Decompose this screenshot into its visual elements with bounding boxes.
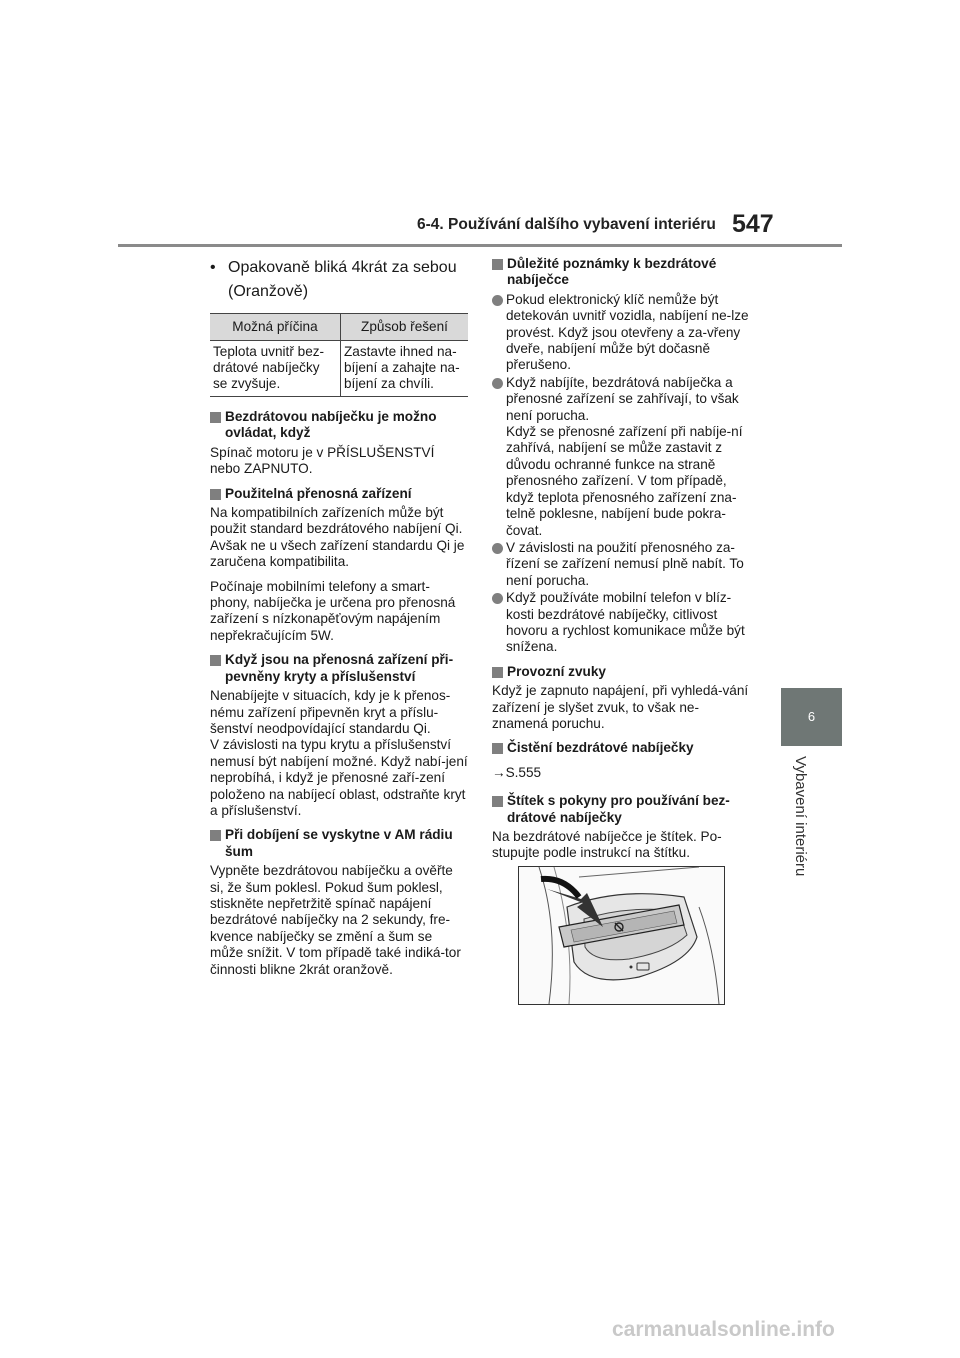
charger-drawing xyxy=(519,867,724,1004)
paragraph: Počínaje mobilními telefony a smart-phony, nabíječka je určena pro přenosná zařízení s nízkonapěťovým napájením nepřekračujícím 5W. xyxy=(210,578,456,643)
table-row xyxy=(210,341,468,397)
paragraph: Vypněte bezdrátovou nabíječku a ověřte si, že šum poklesl. Pokud šum poklesl, stiskněte nepřetržitě spínač napájení bezdrátové nabíječky na 2 sekundy, fre-kvence nabíječky se změní a šum se může snížit. V tom případě také indiká-tor činnosti blikne 2krát oranžově. xyxy=(210,863,461,977)
table-header-solution: Způsob řešení xyxy=(341,314,469,341)
cause-solution-table xyxy=(210,313,468,397)
table-cell-cause: Teplota uvnitř bez-drátové nabíječky se zvyšuje. xyxy=(210,341,341,397)
bullet-symbol: • xyxy=(210,259,216,276)
section-heading: Použitelná přenosná zařízení xyxy=(210,486,468,502)
chapter-tab[interactable]: 6 xyxy=(781,688,842,746)
paragraph: Na kompatibilních zařízeních může být použit standard bezdrátového nabíjení Qi. xyxy=(210,505,463,537)
right-column xyxy=(492,256,750,870)
section-heading: Při dobíjení se vyskytne v AM rádiu šum xyxy=(210,827,468,860)
paragraph: Na bezdrátové nabíječce je štítek. Po-stupujte podle instrukcí na štítku. xyxy=(492,829,722,861)
left-column xyxy=(210,256,468,986)
section-heading: Když jsou na přenosná zařízení při-pevněny kryty a příslušenství xyxy=(210,652,468,685)
list-item-continuation: Když se přenosné zařízení při nabíje-ní zahřívá, nabíjení se může zastavit z důvodu ochranné funkce na straně přenosného zařízení. V tom případě, když teplota přenosného zařízení zna-telně poklesne, nabíjení bude pokra-čovat. xyxy=(506,424,743,538)
paragraph: Spínač motoru je v PŘÍSLUŠENSTVÍ nebo ZAPNUTO. xyxy=(210,444,435,477)
bullet-line-2: (Oranžově) xyxy=(228,283,309,300)
paragraph: Avšak ne u všech zařízení standardu Qi je zaručena kompatibilita. xyxy=(210,537,465,570)
section-heading: Štítek s pokyny pro používání bez-drátové nabíječky xyxy=(492,793,750,826)
list-item: V závislosti na použití přenosného za-řízení se zařízení nemusí plně nabít. To není porucha. xyxy=(492,540,750,589)
list-item: Když nabíjíte, bezdrátová nabíječka a přenosné zařízení se zahřívají, to však není porucha. xyxy=(492,375,750,424)
section-heading: Provozní zvuky xyxy=(492,664,750,680)
page-reference-link[interactable]: →S.555 xyxy=(492,764,542,780)
paragraph: Když je zapnuto napájení, při vyhledá-vání zařízení je slyšet zvuk, to však ne-znamená poruchu. xyxy=(492,683,749,731)
bullet-line-1: Opakovaně bliká 4krát za sebou xyxy=(228,259,457,276)
list-item: Pokud elektronický klíč nemůže být detekován uvnitř vozidla, nabíjení ne-lze provést. Když jsou otevřeny a za-vřeny dveře, nabíjení může být dočasně přerušeno. xyxy=(492,292,750,374)
list-item: Když používáte mobilní telefon v blíz-kosti bezdrátové nabíječky, citlivost hovoru a rychlost komunikace může být snížena. xyxy=(492,590,750,656)
page-number: 547 xyxy=(732,210,774,238)
watermark: carmanualsonline.info xyxy=(612,1318,835,1341)
section-heading: Čistění bezdrátové nabíječky xyxy=(492,740,750,756)
section-title: 6-4. Používání dalšího vybavení interiéru xyxy=(417,216,716,233)
section-heading: Důležité poznámky k bezdrátové nabíječce xyxy=(492,256,750,289)
chapter-label-text: Vybavení interiéru xyxy=(792,756,809,877)
section-heading: Bezdrátovou nabíječku je možno ovládat, když xyxy=(210,409,468,442)
table-header-cause: Možná příčina xyxy=(210,314,341,341)
bullet-item xyxy=(210,256,468,304)
table-cell-solution: Zastavte ihned na-bíjení a zahajte na-bíjení za chvíli. xyxy=(341,341,469,397)
header-divider xyxy=(118,244,842,247)
chapter-label xyxy=(792,756,812,896)
paragraph: Nenabíjejte v situacích, kdy je k přenos-nému zařízení připevněn kryt a příslu-šenství neodpovídající standardu Qi. xyxy=(210,688,451,736)
wireless-charger-illustration xyxy=(518,866,725,1005)
paragraph: V závislosti na typu krytu a příslušenství nemusí být nabíjení možné. Když nabí-jení neprobíhá, i když je přenosné zaří-zení položeno na nabíjecí oblast, odstraňte kryt a příslušenství. xyxy=(210,737,468,818)
